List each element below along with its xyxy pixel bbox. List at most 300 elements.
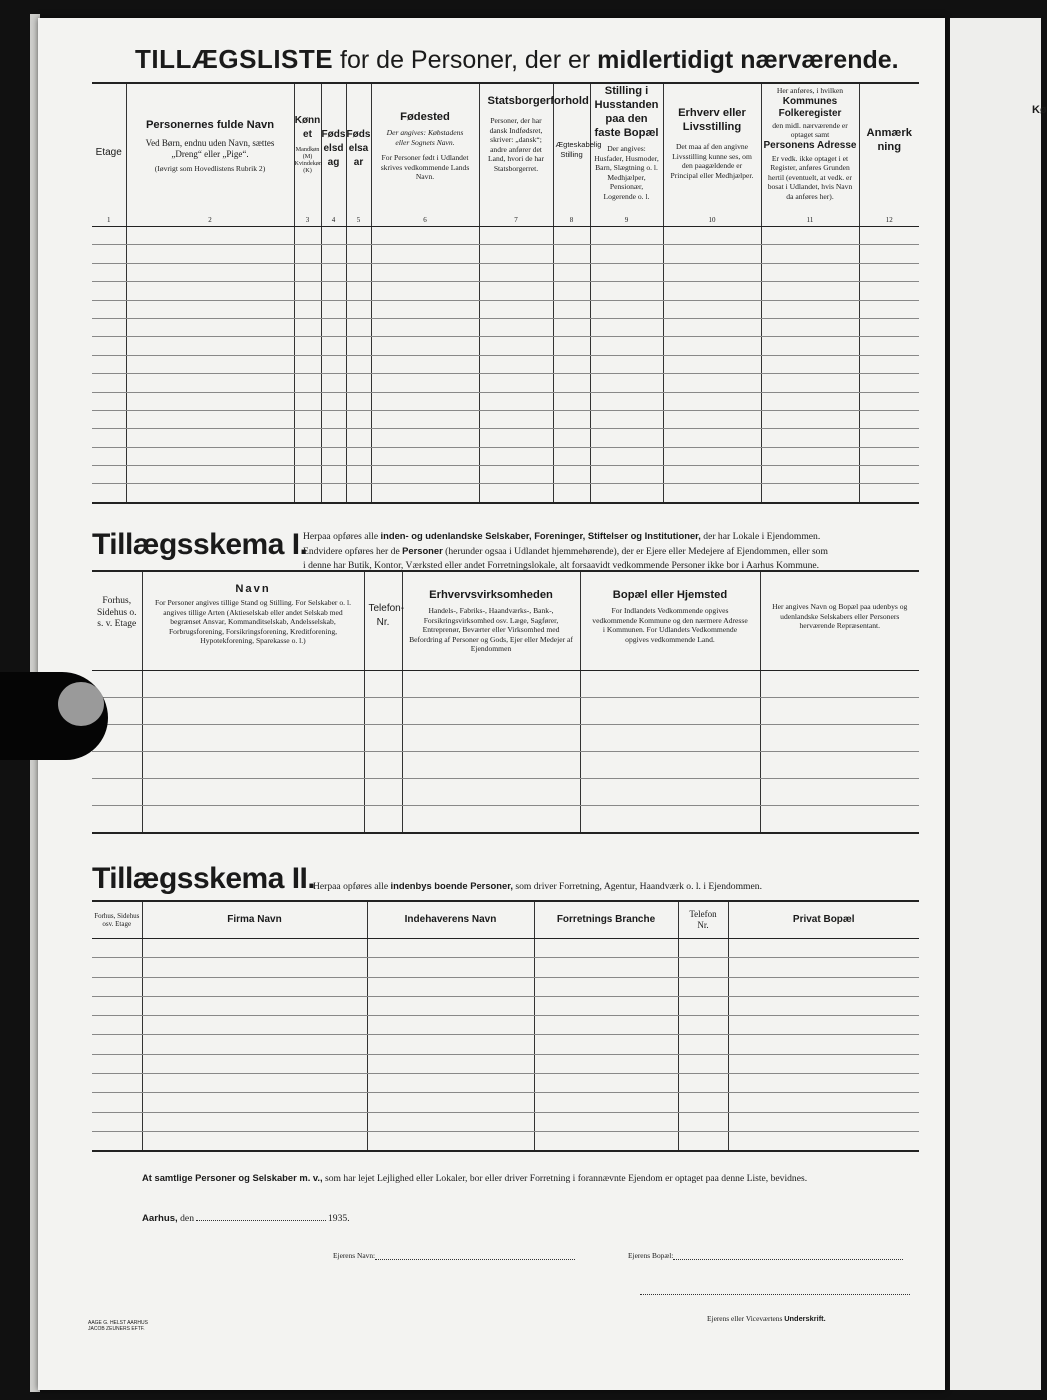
table-cell[interactable]	[294, 429, 321, 447]
table-cell[interactable]	[534, 1054, 678, 1073]
table-cell[interactable]	[294, 392, 321, 410]
table-cell[interactable]	[728, 1112, 919, 1131]
table-cell[interactable]	[479, 484, 553, 503]
table-row	[92, 698, 919, 725]
table-cell[interactable]	[294, 484, 321, 503]
table-cell[interactable]	[126, 355, 294, 373]
table-cell[interactable]	[859, 410, 919, 428]
table-cell[interactable]	[859, 227, 919, 245]
table-cell[interactable]	[678, 1074, 728, 1093]
table-cell[interactable]	[126, 263, 294, 281]
table-cell[interactable]	[760, 698, 919, 725]
table-cell[interactable]	[728, 1016, 919, 1035]
table-cell[interactable]	[479, 227, 553, 245]
table-cell[interactable]	[553, 263, 590, 281]
table-cell[interactable]	[534, 1016, 678, 1035]
s1-col-residence	[580, 571, 760, 671]
table-cell[interactable]	[346, 429, 371, 447]
table-cell[interactable]	[590, 392, 663, 410]
table-cell[interactable]	[294, 466, 321, 484]
year-label: 1935.	[328, 1213, 350, 1224]
table-cell[interactable]	[92, 263, 126, 281]
table-cell[interactable]	[761, 447, 859, 465]
table-cell[interactable]	[534, 958, 678, 977]
table-cell[interactable]	[126, 447, 294, 465]
s1-col-name	[142, 571, 364, 671]
table-cell[interactable]	[364, 698, 402, 725]
table-cell[interactable]	[92, 779, 142, 806]
table-cell[interactable]	[678, 1035, 728, 1054]
table-cell[interactable]	[92, 939, 142, 958]
table-cell[interactable]	[371, 300, 479, 318]
table-cell[interactable]	[553, 466, 590, 484]
table-cell[interactable]	[479, 282, 553, 300]
table-cell[interactable]	[761, 300, 859, 318]
table-cell[interactable]	[92, 429, 126, 447]
table-cell[interactable]	[402, 779, 580, 806]
table-cell[interactable]	[553, 355, 590, 373]
table-cell[interactable]	[859, 282, 919, 300]
table-cell[interactable]	[92, 752, 142, 779]
table-cell[interactable]	[859, 300, 919, 318]
col-name	[126, 83, 294, 227]
table-cell[interactable]	[294, 337, 321, 355]
table-cell[interactable]	[728, 1093, 919, 1112]
table-cell[interactable]	[367, 1093, 534, 1112]
table-cell[interactable]	[346, 318, 371, 336]
table-cell[interactable]	[142, 752, 364, 779]
table-cell[interactable]	[321, 447, 346, 465]
table-cell[interactable]	[371, 392, 479, 410]
table-cell[interactable]	[760, 725, 919, 752]
table-cell[interactable]	[859, 355, 919, 373]
table-cell[interactable]	[760, 752, 919, 779]
table-cell[interactable]	[761, 466, 859, 484]
table-cell[interactable]	[760, 671, 919, 698]
table-cell[interactable]	[371, 227, 479, 245]
table-cell[interactable]	[346, 263, 371, 281]
table-cell[interactable]	[553, 300, 590, 318]
table-cell[interactable]	[371, 374, 479, 392]
table-cell[interactable]	[126, 484, 294, 503]
table-cell[interactable]	[534, 1035, 678, 1054]
table-cell[interactable]	[367, 1112, 534, 1131]
table-cell[interactable]	[760, 779, 919, 806]
table-cell[interactable]	[321, 374, 346, 392]
table-cell[interactable]	[663, 410, 761, 428]
table-cell[interactable]	[590, 282, 663, 300]
table-cell[interactable]	[321, 263, 346, 281]
table-cell[interactable]	[346, 355, 371, 373]
table-cell[interactable]	[590, 447, 663, 465]
table-cell[interactable]	[859, 466, 919, 484]
table-cell[interactable]	[321, 392, 346, 410]
table-cell[interactable]	[663, 447, 761, 465]
table-cell[interactable]	[92, 227, 126, 245]
table-cell[interactable]	[761, 245, 859, 263]
owner-name-field[interactable]	[375, 1259, 575, 1260]
table-cell[interactable]	[294, 263, 321, 281]
table-cell[interactable]	[346, 484, 371, 503]
table-cell[interactable]	[371, 466, 479, 484]
table-cell[interactable]	[678, 1112, 728, 1131]
table-cell[interactable]	[126, 337, 294, 355]
table-cell[interactable]	[321, 484, 346, 503]
table-cell[interactable]	[761, 392, 859, 410]
table-cell[interactable]	[590, 227, 663, 245]
table-row	[92, 671, 919, 698]
table-cell[interactable]	[92, 1054, 142, 1073]
date-field[interactable]	[196, 1220, 326, 1221]
table-cell[interactable]	[678, 939, 728, 958]
table-cell[interactable]	[367, 1035, 534, 1054]
table-cell[interactable]	[553, 374, 590, 392]
table-cell[interactable]	[92, 355, 126, 373]
table-cell[interactable]	[126, 429, 294, 447]
table-cell[interactable]	[553, 245, 590, 263]
table-cell[interactable]	[294, 227, 321, 245]
table-cell[interactable]	[346, 447, 371, 465]
table-cell[interactable]	[553, 392, 590, 410]
table-cell[interactable]	[294, 282, 321, 300]
table-cell[interactable]	[678, 1093, 728, 1112]
table-cell[interactable]	[126, 245, 294, 263]
table-cell[interactable]	[859, 374, 919, 392]
table-cell[interactable]	[142, 939, 367, 958]
table-cell[interactable]	[534, 1093, 678, 1112]
table-cell[interactable]	[590, 374, 663, 392]
table-cell[interactable]	[678, 977, 728, 996]
table-cell[interactable]	[346, 300, 371, 318]
table-cell[interactable]	[761, 484, 859, 503]
table-cell[interactable]	[92, 245, 126, 263]
table-cell[interactable]	[663, 245, 761, 263]
table-cell[interactable]	[402, 698, 580, 725]
table-cell[interactable]	[371, 447, 479, 465]
table-cell[interactable]	[126, 374, 294, 392]
table-cell[interactable]	[371, 410, 479, 428]
col-occupation-head: Erhverv eller Livsstilling	[678, 107, 746, 133]
table-cell[interactable]	[142, 779, 364, 806]
table-cell[interactable]	[142, 1035, 367, 1054]
table-cell[interactable]	[761, 263, 859, 281]
table-cell[interactable]	[126, 318, 294, 336]
table-cell[interactable]	[479, 245, 553, 263]
table-cell[interactable]	[663, 392, 761, 410]
table-cell[interactable]	[553, 410, 590, 428]
table-cell[interactable]	[663, 466, 761, 484]
table-cell[interactable]	[346, 466, 371, 484]
table-cell[interactable]	[346, 374, 371, 392]
table-cell[interactable]	[142, 671, 364, 698]
table-cell[interactable]	[142, 977, 367, 996]
table-cell[interactable]	[663, 337, 761, 355]
table-cell[interactable]	[367, 958, 534, 977]
table-cell[interactable]	[142, 1112, 367, 1131]
table-cell[interactable]	[590, 410, 663, 428]
table-cell[interactable]	[402, 725, 580, 752]
table-cell[interactable]	[402, 806, 580, 834]
table-cell[interactable]	[553, 318, 590, 336]
table-cell[interactable]	[479, 263, 553, 281]
table-cell[interactable]	[92, 392, 126, 410]
table-cell[interactable]	[534, 1112, 678, 1131]
table-cell[interactable]	[663, 282, 761, 300]
table-cell[interactable]	[126, 410, 294, 428]
table-cell[interactable]	[728, 958, 919, 977]
table-cell[interactable]	[367, 1016, 534, 1035]
table-cell[interactable]	[580, 779, 760, 806]
table-cell[interactable]	[142, 1054, 367, 1073]
table-cell[interactable]	[728, 1054, 919, 1073]
table-cell[interactable]	[142, 1093, 367, 1112]
table-cell[interactable]	[553, 447, 590, 465]
table-cell[interactable]	[728, 977, 919, 996]
table-cell[interactable]	[590, 263, 663, 281]
table-cell[interactable]	[321, 466, 346, 484]
table-cell[interactable]	[479, 429, 553, 447]
table-cell[interactable]	[346, 337, 371, 355]
table-cell[interactable]	[371, 318, 479, 336]
table-cell[interactable]	[367, 977, 534, 996]
table-cell[interactable]	[92, 318, 126, 336]
table-cell[interactable]	[321, 282, 346, 300]
table-cell[interactable]	[92, 1035, 142, 1054]
table-cell[interactable]	[678, 1054, 728, 1073]
table-cell[interactable]	[761, 337, 859, 355]
table-cell[interactable]	[126, 392, 294, 410]
table-cell[interactable]	[479, 300, 553, 318]
table-cell[interactable]	[346, 282, 371, 300]
table-cell[interactable]	[678, 996, 728, 1015]
table-row	[92, 484, 919, 503]
table-cell[interactable]	[859, 263, 919, 281]
table-cell[interactable]	[364, 725, 402, 752]
table-cell[interactable]	[678, 1016, 728, 1035]
table-cell[interactable]	[590, 245, 663, 263]
table-cell[interactable]	[92, 1016, 142, 1035]
table-cell[interactable]	[534, 1074, 678, 1093]
table-cell[interactable]	[761, 318, 859, 336]
table-cell[interactable]	[590, 300, 663, 318]
table-cell[interactable]	[663, 227, 761, 245]
table-cell[interactable]	[479, 392, 553, 410]
owner-address-field[interactable]	[673, 1259, 903, 1260]
table-cell[interactable]	[590, 466, 663, 484]
table-row	[92, 227, 919, 245]
table-cell[interactable]	[663, 300, 761, 318]
col-birthplace-sub2: For Personer født i Udlandet skrives vedkommende Lands Navn.	[380, 153, 470, 181]
table-cell[interactable]	[479, 337, 553, 355]
table-cell[interactable]	[553, 337, 590, 355]
table-cell[interactable]	[479, 447, 553, 465]
table-cell[interactable]	[761, 355, 859, 373]
table-cell[interactable]	[728, 1035, 919, 1054]
table-cell[interactable]	[367, 1131, 534, 1151]
table-cell[interactable]	[590, 429, 663, 447]
table-cell[interactable]	[126, 300, 294, 318]
table-cell[interactable]	[92, 996, 142, 1015]
table-cell[interactable]	[553, 484, 590, 503]
col-birthplace-head: Fødested	[400, 111, 450, 123]
table-cell[interactable]	[321, 429, 346, 447]
table-cell[interactable]	[553, 282, 590, 300]
table-cell[interactable]	[760, 806, 919, 834]
table-cell[interactable]	[294, 410, 321, 428]
table-cell[interactable]	[371, 245, 479, 263]
table-cell[interactable]	[859, 337, 919, 355]
s1-col-residence-sub: For Indlandets Vedkommende opgives vedkommende Kommune og den nærmere Adresse i Kommunen. For Udlandets Vedkommende opgives vedkommende Land.	[592, 606, 748, 644]
table-cell[interactable]	[534, 939, 678, 958]
table-cell[interactable]	[367, 996, 534, 1015]
table-cell[interactable]	[92, 1074, 142, 1093]
table-cell[interactable]	[294, 355, 321, 373]
table-cell[interactable]	[761, 410, 859, 428]
table-cell[interactable]	[479, 374, 553, 392]
table-cell[interactable]	[346, 227, 371, 245]
table-cell[interactable]	[580, 671, 760, 698]
table-cell[interactable]	[371, 337, 479, 355]
table-cell[interactable]	[580, 806, 760, 834]
table-cell[interactable]	[479, 410, 553, 428]
table-cell[interactable]	[479, 466, 553, 484]
table-cell[interactable]	[92, 1093, 142, 1112]
table-cell[interactable]	[728, 996, 919, 1015]
table-cell[interactable]	[859, 447, 919, 465]
table-cell[interactable]	[92, 1131, 142, 1151]
table-cell[interactable]	[126, 227, 294, 245]
table-cell[interactable]	[142, 806, 364, 834]
table-cell[interactable]	[321, 245, 346, 263]
table-cell[interactable]	[92, 337, 126, 355]
table-cell[interactable]	[663, 318, 761, 336]
table-cell[interactable]	[92, 1112, 142, 1131]
table-cell[interactable]	[346, 392, 371, 410]
table-cell[interactable]	[534, 1131, 678, 1151]
table-cell[interactable]	[553, 227, 590, 245]
table-cell[interactable]	[590, 318, 663, 336]
table-cell[interactable]	[590, 484, 663, 503]
table-cell[interactable]	[761, 374, 859, 392]
table-cell[interactable]	[321, 318, 346, 336]
table-cell[interactable]	[479, 318, 553, 336]
table-cell[interactable]	[590, 337, 663, 355]
table-cell[interactable]	[580, 725, 760, 752]
table-cell[interactable]	[321, 410, 346, 428]
table-cell[interactable]	[678, 1131, 728, 1151]
table-cell[interactable]	[663, 355, 761, 373]
table-cell[interactable]	[371, 282, 479, 300]
table-cell[interactable]	[367, 939, 534, 958]
table-cell[interactable]	[728, 939, 919, 958]
table-cell[interactable]	[126, 282, 294, 300]
table-cell[interactable]	[321, 337, 346, 355]
table-cell[interactable]	[142, 698, 364, 725]
table-cell[interactable]	[367, 1054, 534, 1073]
table-cell[interactable]	[92, 282, 126, 300]
table-cell[interactable]	[294, 374, 321, 392]
table-cell[interactable]	[663, 263, 761, 281]
table-cell[interactable]	[92, 447, 126, 465]
table-cell[interactable]	[346, 410, 371, 428]
table-cell[interactable]	[367, 1074, 534, 1093]
table-cell[interactable]	[294, 318, 321, 336]
table-cell[interactable]	[479, 355, 553, 373]
table-cell[interactable]	[402, 671, 580, 698]
table-cell[interactable]	[321, 300, 346, 318]
table-cell[interactable]	[364, 806, 402, 834]
table-cell[interactable]	[321, 355, 346, 373]
table-row	[92, 958, 919, 977]
table-cell[interactable]	[402, 752, 580, 779]
table-cell[interactable]	[346, 245, 371, 263]
col-register-head: Kommunes Folkeregister	[778, 95, 842, 119]
table-cell[interactable]	[364, 752, 402, 779]
table-cell[interactable]	[663, 484, 761, 503]
table-cell[interactable]	[663, 429, 761, 447]
table-cell[interactable]	[761, 429, 859, 447]
table-cell[interactable]	[534, 977, 678, 996]
table-cell[interactable]	[142, 1074, 367, 1093]
table-cell[interactable]	[142, 1016, 367, 1035]
table-cell[interactable]	[92, 466, 126, 484]
table-cell[interactable]	[859, 392, 919, 410]
table-cell[interactable]	[294, 300, 321, 318]
table-cell[interactable]	[364, 779, 402, 806]
table-cell[interactable]	[590, 355, 663, 373]
attestation-text	[142, 1172, 807, 1184]
table-cell[interactable]	[92, 374, 126, 392]
table-cell[interactable]	[371, 263, 479, 281]
table-cell[interactable]	[728, 1074, 919, 1093]
table-cell[interactable]	[859, 318, 919, 336]
table-cell[interactable]	[371, 429, 479, 447]
table-cell[interactable]	[92, 410, 126, 428]
table-cell[interactable]	[142, 725, 364, 752]
table-cell[interactable]	[580, 752, 760, 779]
table-cell[interactable]	[321, 227, 346, 245]
table-cell[interactable]	[142, 958, 367, 977]
table-cell[interactable]	[761, 227, 859, 245]
table-cell[interactable]	[678, 958, 728, 977]
table-row	[92, 392, 919, 410]
table-cell[interactable]	[534, 996, 678, 1015]
signature-field[interactable]	[640, 1294, 910, 1295]
table-cell[interactable]	[142, 1131, 367, 1151]
table-cell[interactable]	[553, 429, 590, 447]
table-cell[interactable]	[371, 484, 479, 503]
col-num: 5	[356, 216, 361, 224]
table-cell[interactable]	[92, 958, 142, 977]
table-cell[interactable]	[294, 245, 321, 263]
table-cell[interactable]	[580, 698, 760, 725]
table-cell[interactable]	[294, 447, 321, 465]
table-cell[interactable]	[364, 671, 402, 698]
table-cell[interactable]	[92, 977, 142, 996]
table-cell[interactable]	[371, 355, 479, 373]
table-cell[interactable]	[728, 1131, 919, 1151]
table-cell[interactable]	[92, 484, 126, 503]
table-cell[interactable]	[92, 300, 126, 318]
table-cell[interactable]	[761, 282, 859, 300]
table-cell[interactable]	[859, 245, 919, 263]
table-cell[interactable]	[142, 996, 367, 1015]
table-cell[interactable]	[859, 484, 919, 503]
table-cell[interactable]	[859, 429, 919, 447]
table-cell[interactable]	[92, 806, 142, 834]
table-cell[interactable]	[663, 374, 761, 392]
table-cell[interactable]	[126, 466, 294, 484]
